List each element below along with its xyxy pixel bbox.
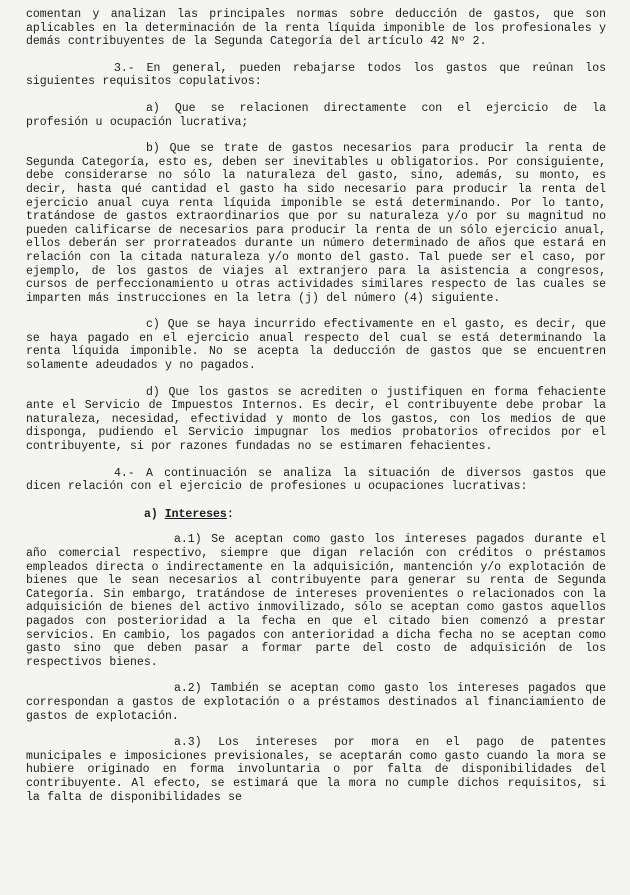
paragraph-a2: a.2) También se aceptan como gasto los intereses pagados que correspondan a gastos de explotación o a préstamos destinados al financiamiento de gastos de explotación. [26, 682, 606, 723]
section-heading-intereses [26, 508, 606, 522]
paragraph-3b: b) Que se trate de gastos necesarios para producir la renta de Segunda Categoría, esto es, deben ser inevitables u obligatorios. Por consiguiente, debe considerarse no sólo la naturaleza del gasto, sino, además, su monto, es decir, hasta qué cantidad el gasto ha sido necesario para producir la renta del ejercicio anual cuya renta líquida imponible se está determinando. Por lo tanto, tratándose de gastos extraordinarios que por su naturaleza y/o por su magnitud no pueden calificarse de necesarios para producir la renta de un sólo ejercicio anual, ellos deberán ser prorrateados durante un número determinado de años que estará en relación con la citada naturaleza y/o monto del gasto. Tal puede ser el caso, por ejemplo, de los gastos de viajes al extranjero para la asistencia a congresos, cursos de perfeccionamiento u otras actividades similares respecto de las cuales se imparten más instrucciones en la letra (j) del número (4) siguiente. [26, 142, 606, 305]
heading-title: Intereses [164, 507, 227, 521]
paragraph-a3: a.3) Los intereses por mora en el pago de patentes municipales e imposiciones previsionales, se aceptarán como gasto cuando la mora se hubiere originado en forma involuntaria o por falta de disponibilidades del contribuyente. Al efecto, se estimará que la mora no cumple dichos requisitos, si la falta de disponibilidades se [26, 736, 606, 804]
paragraph-4: 4.- A continuación se analiza la situación de diversos gastos que dicen relación con el ejercicio de profesiones u ocupaciones lucrativas: [26, 466, 606, 494]
paragraph-3d: d) Que los gastos se acrediten o justifiquen en forma fehaciente ante el Servicio de Impuestos Internos. Es decir, el contribuyente debe probar la naturaleza, necesidad, efectividad y monto de los gastos, con los medios de que disponga, pudiendo el Servicio impugnar los medios probatorios ofrecidos por el contribuyente, si por razones fundadas no se estimaren fehacientes. [26, 385, 606, 454]
heading-colon: : [226, 507, 234, 521]
paragraph-a1: a.1) Se aceptan como gasto los intereses pagados durante el año comercial respectivo, siempre que digan relación con créditos o préstamos empleados directa o indirectamente en la adquisición, mantención y/o explotación de bienes que le sean necesarios al contribuyente para generar su renta de Segunda Categoría. Sin embargo, tratándose de intereses provenientes o relacionados con la adquisición de bienes del activo inmovilizado, sólo se aceptan como gastos aquellos pagados con posterioridad a la fecha en que el citado bien comenzó a prestar servicios. En cambio, los pagados con anterioridad a dicha fecha no se aceptan como gasto sino que deben pasar a formar parte del costo de adquisición de los respectivos bienes. [26, 533, 606, 669]
heading-letter: a) [144, 507, 158, 521]
paragraph-3c: c) Que se haya incurrido efectivamente en el gasto, es decir, que se haya pagado en el ejercicio anual respecto del cual se está determinando la renta líquida imponible. No se acepta la deducción de gastos que se encuentren solamente adeudados y no pagados. [26, 318, 606, 373]
paragraph-intro: comentan y analizan las principales normas sobre deducción de gastos, que son aplicables en la determinación de la renta líquida imponible de los profesionales y demás contribuyentes de la Segunda Categoría del artículo 42 Nº 2. [26, 8, 606, 49]
paragraph-3: 3.- En general, pueden rebajarse todos los gastos que reúnan los siguientes requisitos copulativos: [26, 61, 606, 89]
paragraph-3a: a) Que se relacionen directamente con el ejercicio de la profesión u ocupación lucrativa; [26, 101, 606, 129]
